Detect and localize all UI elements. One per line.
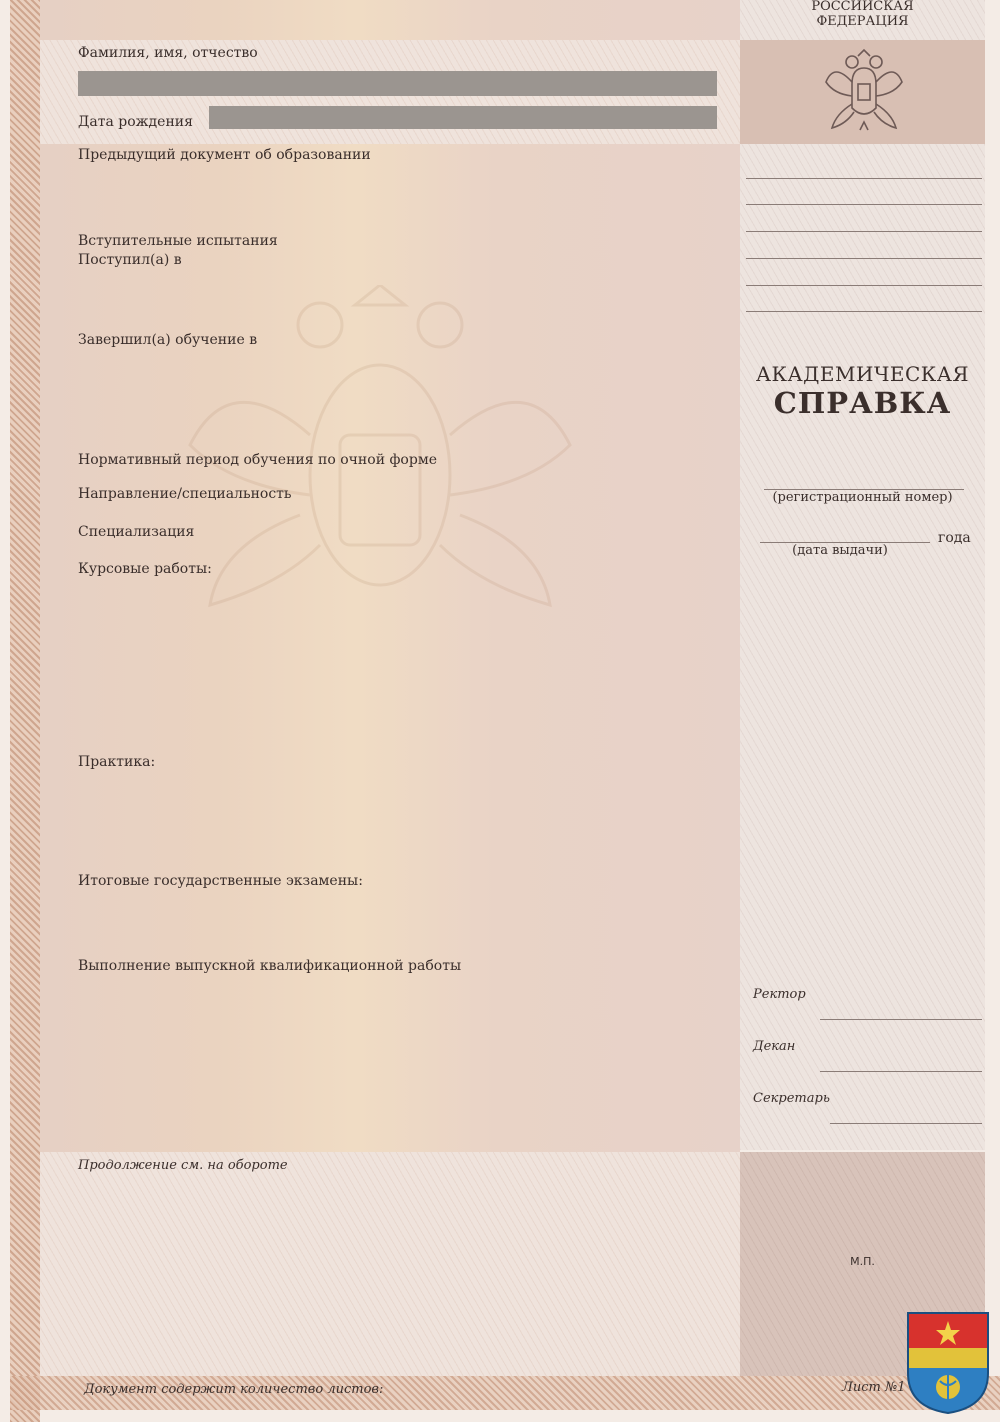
reg-number-label: (регистрационный номер)	[772, 490, 953, 505]
dean-signature-line	[820, 1071, 982, 1072]
rector-signature-line	[820, 1019, 982, 1020]
document-title-line-1: АКАДЕМИЧЕСКАЯ	[755, 362, 970, 386]
dean-label: Декан	[753, 1039, 796, 1054]
russian-eagle-icon	[822, 48, 906, 134]
specialization-label: Специализация	[78, 524, 195, 540]
secretary-label: Секретарь	[753, 1091, 830, 1106]
rector-label: Ректор	[753, 987, 806, 1002]
practice-label: Практика:	[78, 754, 156, 770]
enrolled-label: Поступил(а) в	[78, 252, 182, 268]
ruled-line	[746, 285, 982, 286]
country-line-1: РОССИЙСКАЯ	[811, 0, 914, 14]
entrance-exams-label: Вступительные испытания	[78, 233, 278, 249]
birth-date-label: Дата рождения	[78, 114, 193, 130]
prev-document-label: Предыдущий документ об образовании	[78, 147, 371, 163]
issue-date-label: (дата выдачи)	[792, 543, 888, 558]
direction-label: Направление/специальность	[78, 486, 292, 502]
continued-label: Продолжение см. на обороте	[78, 1158, 288, 1173]
footer-band	[40, 1152, 740, 1376]
coat-of-arms-icon	[906, 1311, 990, 1415]
sheet-number: Лист №1	[842, 1380, 906, 1395]
ruled-line	[746, 258, 982, 259]
document-title-line-2: СПРАВКА	[773, 386, 952, 420]
year-word: года	[938, 530, 971, 546]
ruled-line	[746, 311, 982, 312]
ruled-line	[746, 231, 982, 232]
birth-date-redaction	[209, 106, 717, 129]
full-name-label: Фамилия, имя, отчество	[78, 45, 258, 61]
normative-period-label: Нормативный период обучения по очной форме	[78, 452, 437, 468]
ruled-line	[746, 178, 982, 179]
right-panel	[740, 0, 985, 1150]
state-exams-label: Итоговые государственные экзамены:	[78, 873, 363, 889]
thesis-label: Выполнение выпускной квалификационной работы	[78, 958, 462, 974]
country-line-2: ФЕДЕРАЦИЯ	[816, 14, 909, 29]
finished-label: Завершил(а) обучение в	[78, 332, 258, 348]
sheets-count-label: Документ содержит количество листов:	[84, 1382, 384, 1397]
ruled-line	[746, 204, 982, 205]
coursework-label: Курсовые работы:	[78, 561, 212, 577]
full-name-redaction	[78, 71, 717, 96]
stamp-place-label: М.П.	[850, 1255, 875, 1268]
secretary-signature-line	[830, 1123, 982, 1124]
left-ornamental-border	[10, 0, 40, 1422]
